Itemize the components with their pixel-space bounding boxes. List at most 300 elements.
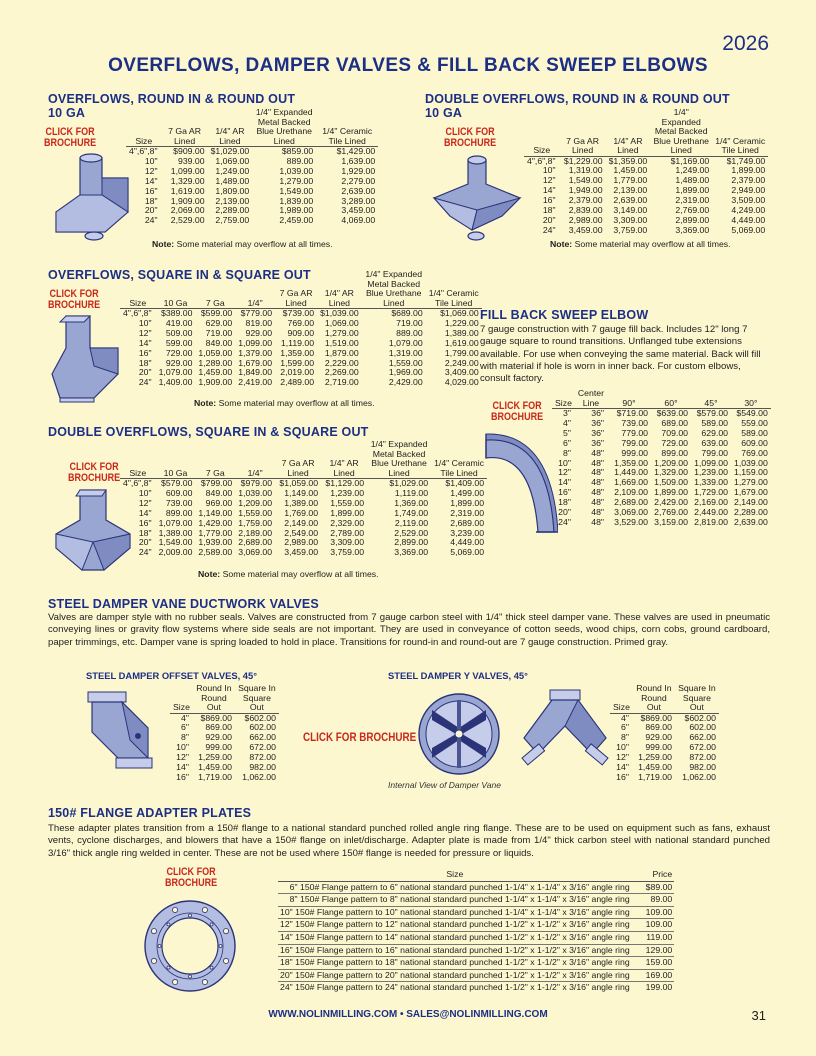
price-cell: 602.00 — [689, 722, 716, 733]
price-cell: 1,359.00 — [280, 347, 315, 358]
price-cell: 1,749.00 — [394, 507, 429, 518]
price-cell: $602.00 — [684, 712, 716, 723]
price-cell: 889.00 — [396, 327, 423, 338]
price-cell: 609.00 — [165, 487, 193, 498]
price-cell: 1,389.00 — [284, 497, 319, 508]
price-cell: 4,029.00 — [444, 377, 479, 388]
table-row — [610, 773, 719, 783]
flange-size-cell: 12" 150# Flange pattern to 12" national standard punched 1-1/2" x 1-1/2" x 3/16" angle ring — [278, 919, 632, 932]
price-cell: 1,669.00 — [614, 477, 648, 488]
price-cell: 1,319.00 — [568, 165, 603, 176]
price-cell: 2,379.00 — [568, 195, 603, 206]
price-cell: 1,549.00 — [568, 175, 603, 186]
price-cell: 1,459.00 — [198, 762, 232, 773]
size-cell: 14" — [144, 175, 158, 186]
price-cell: 889.00 — [286, 155, 314, 166]
size-cell: 10" — [558, 457, 571, 468]
size-cell: 18" — [144, 195, 158, 206]
price-cell: 1,929.00 — [341, 165, 376, 176]
ring-hole — [167, 923, 170, 926]
brochure-link-double-overflows-round[interactable]: CLICK FOR BROCHURE — [444, 126, 497, 149]
ring-hole — [210, 923, 213, 926]
price-cell: 982.00 — [689, 762, 716, 773]
price-cell: 1,389.00 — [158, 527, 193, 538]
price-cell: 1,759.00 — [238, 517, 273, 528]
brochure-link-double-overflows-square[interactable]: CLICK FOR BROCHURE — [68, 461, 121, 484]
size-cell: 4",6",8" — [123, 478, 152, 488]
price-cell: $859.00 — [281, 146, 314, 156]
price-cell: 599.00 — [165, 337, 193, 348]
price-cell: 1,149.00 — [284, 487, 319, 498]
size-cell: 5" — [562, 427, 571, 438]
price-cell: 1,559.00 — [238, 507, 273, 518]
price-cell: 1,969.00 — [388, 367, 423, 378]
price-cell: 1,279.00 — [733, 477, 768, 488]
damper-y-valve-illustration — [520, 686, 610, 774]
price-cell: 2,009.00 — [158, 547, 193, 558]
price-cell: 1,079.00 — [158, 517, 193, 528]
price-cell: 729.00 — [661, 437, 688, 448]
price-cell: $639.00 — [656, 408, 688, 418]
flange-size-cell: 14" 150# Flange pattern to 14" national standard punched 1-1/2" x 1-1/2" x 3/16" angle ring — [278, 931, 632, 944]
size-cell: 4" — [562, 417, 571, 428]
price-cell: 799.00 — [621, 437, 648, 448]
ring-hole — [210, 966, 213, 969]
flange-size-cell: 24" 150# Flange pattern to 24" national standard punched 1-1/2" x 1-1/2" x 3/16" angle ring — [280, 982, 630, 993]
brochure-link-fill-back[interactable]: CLICK FOR BROCHURE — [491, 400, 544, 423]
size-cell: 14" — [558, 477, 571, 488]
price-cell: 1,409.00 — [158, 377, 193, 388]
price-cell: 509.00 — [165, 327, 193, 338]
price-cell: 1,229.00 — [444, 317, 479, 328]
size-cell: 10" — [176, 742, 189, 753]
price-cell: 689.00 — [661, 417, 688, 428]
size-cell: 6" — [180, 722, 189, 733]
price-cell: 1,339.00 — [694, 477, 728, 488]
bolt-hole — [202, 979, 207, 984]
flange-size-cell: 18" 150# Flange pattern to 18" national standard punched 1-1/2" x 1-1/2" x 3/16" angle ring — [278, 957, 632, 970]
price-cell: 1,149.00 — [198, 507, 233, 518]
price-cell: 929.00 — [645, 732, 672, 743]
price-cell: 2,689.00 — [450, 517, 485, 528]
price-cell: 2,789.00 — [330, 527, 365, 538]
price-cell: 1,769.00 — [284, 507, 319, 518]
brochure-link-overflows-square[interactable]: CLICK FOR BROCHURE — [48, 288, 101, 311]
price-cell: 1,259.00 — [638, 752, 672, 763]
price-cell: 1,559.00 — [388, 357, 423, 368]
price-cell: 1,119.00 — [394, 487, 429, 498]
size-cell: 18" — [138, 527, 152, 538]
damper-offset-valve-illustration — [82, 688, 162, 778]
price-cell: 769.00 — [287, 317, 315, 328]
price-cell: 1,599.00 — [280, 357, 315, 368]
price-cell: 2,639.00 — [613, 195, 648, 206]
ring-hole — [167, 966, 170, 969]
price-cell: 2,949.00 — [731, 185, 766, 196]
price-cell: $1,059.00 — [279, 478, 319, 488]
size-cell: 18" — [558, 497, 571, 508]
price-cell: 2,419.00 — [238, 377, 273, 388]
price-cell: 1,519.00 — [324, 337, 359, 348]
price-cell: 159.00 — [632, 957, 675, 970]
ring-hole — [189, 914, 192, 917]
price-cell: 1,059.00 — [198, 347, 233, 358]
price-cell: 1,879.00 — [324, 347, 359, 358]
size-cell: 18" — [542, 205, 556, 216]
price-cell: $579.00 — [696, 408, 728, 418]
price-cell: 1,619.00 — [444, 337, 479, 348]
price-cell: $1,129.00 — [325, 478, 365, 488]
fill-back-description: 7 gauge construction with 7 gauge fill back. Includes 12" long 7 gauge square to round transitions. Unflanged tube extensions available. For use when conveying the same material. Back will fill with material if hole is worn in inner back. For custom elbows, consult factory. — [480, 324, 761, 385]
price-cell: 2,449.00 — [694, 507, 728, 518]
size-cell: 20" — [144, 205, 158, 216]
ring-hole — [219, 945, 222, 948]
price-cell: 2,759.00 — [215, 215, 250, 226]
price-cell: 999.00 — [205, 742, 232, 753]
size-cell: 10" — [542, 165, 556, 176]
price-cell: $1,029.00 — [210, 146, 250, 156]
price-cell: 982.00 — [249, 762, 276, 773]
double-overflows-round-table — [524, 108, 768, 236]
table-row — [278, 969, 674, 982]
price-cell: 2,529.00 — [394, 527, 429, 538]
price-cell: 4,449.00 — [450, 537, 485, 548]
price-cell: 2,429.00 — [654, 497, 688, 508]
flange-size-cell: 8" 150# Flange pattern to 8" national standard punched 1-1/4" x 1-1/4" x 3/16" angle ring — [278, 894, 632, 907]
price-cell: 4,069.00 — [341, 215, 376, 226]
price-cell: 1,679.00 — [733, 487, 768, 498]
price-cell: 739.00 — [165, 497, 193, 508]
price-cell: 2,529.00 — [170, 215, 205, 226]
price-cell: 1,319.00 — [388, 347, 423, 358]
price-cell: 36" — [591, 437, 604, 448]
price-cell: 2,229.00 — [324, 357, 359, 368]
note-overflows-square: Note: Some material may overflow at all times. — [194, 398, 375, 408]
bolt-hole — [172, 907, 177, 912]
price-cell: $579.00 — [161, 478, 193, 488]
price-cell: 999.00 — [645, 742, 672, 753]
price-cell: 872.00 — [249, 752, 276, 763]
price-cell: $869.00 — [200, 712, 232, 723]
price-cell: $979.00 — [240, 478, 273, 488]
size-cell: 20" — [138, 367, 152, 378]
price-cell: 2,489.00 — [280, 377, 315, 388]
year-label: 2026 — [722, 32, 769, 55]
price-cell: 3,529.00 — [614, 516, 648, 527]
price-cell: 3,459.00 — [284, 547, 319, 558]
price-cell: 48" — [591, 516, 604, 527]
size-cell: 24" — [558, 516, 571, 527]
page-number: 31 — [751, 1008, 766, 1023]
price-cell: 1,389.00 — [444, 327, 479, 338]
price-cell: 4,249.00 — [731, 205, 766, 216]
table-row — [278, 906, 674, 919]
price-cell: $909.00 — [173, 146, 205, 156]
table-row — [278, 919, 674, 932]
price-cell: 969.00 — [205, 497, 233, 508]
size-cell: 10" — [138, 487, 152, 498]
price-cell: 2,289.00 — [733, 507, 768, 518]
price-cell: $602.00 — [244, 712, 276, 723]
price-cell: 1,069.00 — [215, 155, 250, 166]
double-overflows-square-table — [120, 440, 487, 558]
price-cell: 89.00 — [632, 894, 675, 907]
price-cell: 1,509.00 — [654, 477, 688, 488]
size-cell: 20" — [542, 214, 556, 225]
price-cell: 1,119.00 — [280, 337, 315, 348]
size-cell: 16" — [542, 195, 556, 206]
table-row — [120, 548, 487, 558]
price-cell: 2,689.00 — [614, 497, 648, 508]
size-cell: 16" — [138, 347, 152, 358]
price-cell: 1,909.00 — [170, 195, 205, 206]
overflows-square-table — [120, 270, 482, 388]
price-cell: $1,409.00 — [445, 478, 485, 488]
size-cell: 8" — [562, 447, 571, 458]
price-cell: 849.00 — [205, 487, 233, 498]
price-cell: 639.00 — [701, 437, 728, 448]
size-cell: 18" — [138, 357, 152, 368]
price-cell: $1,359.00 — [608, 155, 648, 166]
price-cell: 1,989.00 — [279, 205, 314, 216]
section-title-overflows-round: OVERFLOWS, ROUND IN & ROUND OUT 10 GA — [48, 92, 296, 120]
price-cell: $779.00 — [240, 308, 273, 318]
price-cell: $1,429.00 — [336, 146, 376, 156]
price-cell: 939.00 — [178, 155, 205, 166]
price-cell: 2,269.00 — [324, 367, 359, 378]
price-cell: 48" — [591, 507, 604, 518]
price-cell: 1,549.00 — [158, 537, 193, 548]
price-cell: 2,149.00 — [733, 497, 768, 508]
size-cell: 16" — [144, 185, 158, 196]
size-cell: 16" — [138, 517, 152, 528]
damper-y-table — [610, 684, 719, 783]
price-cell: 5,069.00 — [731, 224, 766, 235]
price-cell: 769.00 — [741, 447, 768, 458]
price-cell: 1,099.00 — [170, 165, 205, 176]
price-cell: 2,379.00 — [731, 175, 766, 186]
price-cell: 1,429.00 — [198, 517, 233, 528]
price-cell: 3,309.00 — [613, 214, 648, 225]
size-cell: 10" — [144, 155, 158, 166]
price-cell: 419.00 — [165, 317, 193, 328]
price-cell: 869.00 — [205, 722, 232, 733]
price-cell: $389.00 — [161, 308, 193, 318]
price-cell: 1,039.00 — [238, 487, 273, 498]
price-cell: 2,189.00 — [238, 527, 273, 538]
price-cell: 3,459.00 — [341, 205, 376, 216]
price-cell: 3,369.00 — [675, 224, 710, 235]
price-cell: 2,989.00 — [568, 214, 603, 225]
price-cell: 2,639.00 — [341, 185, 376, 196]
price-cell: 929.00 — [165, 357, 193, 368]
price-cell: 662.00 — [689, 732, 716, 743]
price-cell: 1,899.00 — [330, 507, 365, 518]
damper-offset-title: STEEL DAMPER OFFSET VALVES, 45° — [86, 670, 257, 681]
price-cell: 3,239.00 — [450, 527, 485, 538]
overflow-square-illustration — [48, 312, 126, 404]
flange-size-cell: 6" 150# Flange pattern to 6" national standard punched 1-1/4" x 1-1/4" x 3/16" angle ring — [278, 881, 632, 894]
price-cell: $799.00 — [200, 478, 233, 488]
price-cell: 1,099.00 — [238, 337, 273, 348]
table-row — [278, 982, 674, 994]
note-double-overflows-square: Note: Some material may overflow at all times. — [198, 569, 379, 579]
price-cell: 739.00 — [621, 417, 648, 428]
price-cell: 799.00 — [701, 447, 728, 458]
price-cell: 909.00 — [287, 327, 315, 338]
table-header-row: Size 10 Ga 7 Ga 1/4" 7 Ga AR Lined 1/4" AR Lined 1/4" Expanded Metal Backed Blue Urethane Lined 1/4" Ceramic Tile Lined — [120, 270, 482, 309]
price-cell: 1,329.00 — [654, 467, 688, 478]
price-cell: 1,079.00 — [388, 337, 423, 348]
size-cell: 12" — [542, 175, 556, 186]
size-cell: 20" — [558, 507, 571, 518]
price-cell: 2,169.00 — [694, 497, 728, 508]
damper-vane-caption: Internal View of Damper Vane — [388, 780, 501, 790]
price-cell: 1,899.00 — [731, 165, 766, 176]
price-cell: 2,319.00 — [675, 195, 710, 206]
size-cell: 10" — [138, 317, 152, 328]
table-header-row: Size Price — [278, 869, 674, 881]
price-cell: 899.00 — [661, 447, 688, 458]
table-row — [552, 518, 771, 528]
price-cell: 48" — [591, 497, 604, 508]
price-cell: 672.00 — [249, 742, 276, 753]
price-cell: 2,149.00 — [284, 517, 319, 528]
price-cell: 819.00 — [245, 317, 273, 328]
price-cell: 1,249.00 — [675, 165, 710, 176]
price-cell: 1,039.00 — [733, 457, 768, 468]
price-cell: 109.00 — [632, 906, 675, 919]
size-cell: 8" — [180, 732, 189, 743]
price-cell: 849.00 — [205, 337, 233, 348]
price-cell: 899.00 — [165, 507, 193, 518]
damper-vane-internal-illustration — [410, 690, 508, 778]
price-cell: 1,069.00 — [324, 317, 359, 328]
price-cell: 3,159.00 — [654, 516, 688, 527]
flange-description: These adapter plates transition from a 150# flange to a national standard punched rolled angle ring flange. These are to be used on equipment such as fans, exhaust vents, cyclone discharges, and blowers that have a 150# flange on inlet/discharge. Adapter plate is made from 1/4" thick carbon steel with national standard punched 3/16" thick angle ring welded in center. These are not be used where 150# flange is needed for pressure or liquids. — [48, 823, 770, 859]
price-cell: 3,149.00 — [613, 205, 648, 216]
price-cell: 3,069.00 — [238, 547, 273, 558]
price-cell: 1,909.00 — [198, 377, 233, 388]
fill-back-elbow-illustration — [482, 428, 558, 538]
bolt-hole — [151, 928, 156, 933]
price-cell: 2,769.00 — [654, 507, 688, 518]
price-cell: 2,139.00 — [215, 195, 250, 206]
price-cell: 1,499.00 — [450, 487, 485, 498]
size-cell: 24" — [138, 547, 152, 558]
price-cell: 1,379.00 — [238, 347, 273, 358]
size-cell: 14" — [616, 762, 629, 773]
table-header-row: Size 10 Ga 7 Ga 1/4" 7 Ga AR Lined 1/4" AR Lined 1/4" Expanded Metal Backed Blue Urethane Lined 1/4" Ceramic Tile Lined — [120, 440, 487, 479]
price-cell: 3,509.00 — [731, 195, 766, 206]
price-cell: 2,989.00 — [284, 537, 319, 548]
price-cell: $689.00 — [391, 308, 423, 318]
table-row — [278, 944, 674, 957]
section-title-damper: STEEL DAMPER VANE DUCTWORK VALVES — [48, 597, 319, 611]
size-cell: 3" — [562, 408, 571, 418]
price-cell: 629.00 — [205, 317, 233, 328]
price-cell: 48" — [591, 467, 604, 478]
table-row — [126, 206, 378, 216]
note-overflows-round: Note: Some material may overflow at all times. — [152, 239, 333, 249]
price-cell: 1,239.00 — [330, 487, 365, 498]
price-cell: 48" — [591, 487, 604, 498]
table-header-row: Size Round In Round Out Square In Square Out — [170, 684, 279, 713]
price-cell: $1,749.00 — [726, 155, 766, 166]
table-row — [126, 177, 378, 187]
price-cell: 1,489.00 — [215, 175, 250, 186]
ring-hole — [189, 975, 192, 978]
price-cell: 3,309.00 — [330, 537, 365, 548]
price-cell: 1,062.00 — [242, 771, 276, 782]
flange-size-cell: 20" 150# Flange pattern to 20" national standard punched 1-1/2" x 1-1/2" x 3/16" angle ring — [278, 969, 632, 982]
price-cell: 3,289.00 — [341, 195, 376, 206]
price-cell: 1,459.00 — [638, 762, 672, 773]
price-cell: $549.00 — [736, 408, 768, 418]
price-cell: 1,729.00 — [694, 487, 728, 498]
price-cell: 1,209.00 — [654, 457, 688, 468]
size-cell: 14" — [138, 337, 152, 348]
size-cell: 4",6",8" — [123, 308, 152, 318]
price-cell: $719.00 — [616, 408, 648, 418]
table-row — [126, 187, 378, 197]
bolt-hole — [202, 907, 207, 912]
footer-contact: WWW.NOLINMILLING.COM • SALES@NOLINMILLING.COM — [268, 1009, 548, 1020]
table-row — [126, 197, 378, 207]
size-cell: 16" — [176, 771, 189, 782]
table-row — [126, 147, 378, 157]
page-title: OVERFLOWS, DAMPER VALVES & FILL BACK SWEEP ELBOWS — [108, 55, 708, 76]
price-cell: 2,549.00 — [284, 527, 319, 538]
damper-y-title: STEEL DAMPER Y VALVES, 45° — [388, 670, 528, 681]
price-cell: 2,639.00 — [733, 516, 768, 527]
price-cell: 169.00 — [632, 969, 675, 982]
price-cell: 1,459.00 — [613, 165, 648, 176]
price-cell: 929.00 — [245, 327, 273, 338]
size-cell: 16" — [616, 771, 629, 782]
size-cell: 4",6",8" — [527, 155, 556, 166]
price-cell: 36" — [591, 417, 604, 428]
flange-size-cell: 10" 150# Flange pattern to 10" national standard punched 1-1/4" x 1-1/4" x 3/16" angle ring — [278, 906, 632, 919]
price-cell: 3,759.00 — [613, 224, 648, 235]
price-cell: 1,279.00 — [324, 327, 359, 338]
brochure-link-damper[interactable]: CLICK FOR BROCHURE — [303, 730, 417, 744]
price-cell: 3,369.00 — [394, 547, 429, 558]
price-cell: 662.00 — [249, 732, 276, 743]
price-cell: 2,329.00 — [330, 517, 365, 528]
price-cell: 1,549.00 — [279, 185, 314, 196]
price-cell: 1,939.00 — [198, 537, 233, 548]
overflows-round-table — [126, 108, 378, 226]
brochure-link-overflows-round[interactable]: CLICK FOR BROCHURE — [44, 126, 97, 149]
damper-offset-table — [170, 684, 279, 783]
price-cell: 1,259.00 — [198, 752, 232, 763]
price-cell: $1,069.00 — [440, 308, 479, 318]
price-cell: 2,119.00 — [394, 517, 429, 528]
price-cell: 602.00 — [249, 722, 276, 733]
brochure-link-flange[interactable]: CLICK FOR BROCHURE — [165, 866, 218, 889]
section-title-fill-back: FILL BACK SWEEP ELBOW — [480, 308, 649, 322]
price-cell: 1,099.00 — [694, 457, 728, 468]
price-cell: 869.00 — [645, 722, 672, 733]
price-cell: 199.00 — [632, 982, 675, 994]
table-row — [126, 216, 378, 226]
price-cell: 1,209.00 — [238, 497, 273, 508]
price-cell: 48" — [591, 477, 604, 488]
size-cell: 12" — [138, 327, 152, 338]
price-cell: 2,719.00 — [324, 377, 359, 388]
price-cell: 2,589.00 — [198, 547, 233, 558]
